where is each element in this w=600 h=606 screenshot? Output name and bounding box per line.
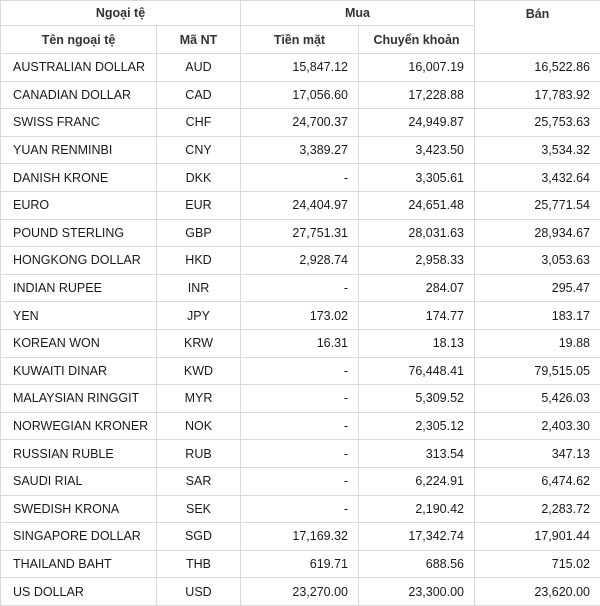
currency-code-cell: KRW	[157, 329, 241, 357]
currency-code-cell: THB	[157, 550, 241, 578]
table-row	[1, 385, 600, 413]
currency-name-cell: KOREAN WON	[1, 329, 157, 357]
transfer-buy-cell: 23,300.00	[359, 578, 475, 606]
transfer-buy-cell: 18.13	[359, 329, 475, 357]
currency-code-cell: DKK	[157, 164, 241, 192]
cash-buy-cell: 27,751.31	[241, 219, 359, 247]
table-row	[1, 302, 600, 330]
cash-buy-cell: 17,056.60	[241, 81, 359, 109]
currency-code-cell: NOK	[157, 412, 241, 440]
transfer-buy-cell: 5,309.52	[359, 385, 475, 413]
transfer-buy-cell: 2,958.33	[359, 247, 475, 275]
currency-name-cell: KUWAITI DINAR	[1, 357, 157, 385]
currency-name-cell: DANISH KRONE	[1, 164, 157, 192]
sell-rate-cell: 17,901.44	[475, 523, 600, 551]
table-row	[1, 412, 600, 440]
currency-name-cell: SAUDI RIAL	[1, 467, 157, 495]
currency-name-cell: EURO	[1, 191, 157, 219]
transfer-buy-cell: 3,423.50	[359, 136, 475, 164]
transfer-buy-cell: 2,190.42	[359, 495, 475, 523]
currency-code-cell: JPY	[157, 302, 241, 330]
table-row	[1, 274, 600, 302]
cash-buy-cell: 2,928.74	[241, 247, 359, 275]
table-row	[1, 109, 600, 137]
sell-rate-cell: 295.47	[475, 274, 600, 302]
cash-buy-cell: -	[241, 495, 359, 523]
currency-name-cell: MALAYSIAN RINGGIT	[1, 385, 157, 413]
table-row	[1, 357, 600, 385]
sell-rate-cell: 16,522.86	[475, 54, 600, 82]
currency-name-cell: YUAN RENMINBI	[1, 136, 157, 164]
sell-rate-cell: 3,432.64	[475, 164, 600, 192]
currency-code-cell: CNY	[157, 136, 241, 164]
currency-name-cell: US DOLLAR	[1, 578, 157, 606]
transfer-buy-cell: 24,651.48	[359, 191, 475, 219]
cash-buy-cell: 16.31	[241, 329, 359, 357]
currency-code-cell: RUB	[157, 440, 241, 468]
currency-code-cell: SEK	[157, 495, 241, 523]
header-group-currency: Ngoại tệ	[1, 1, 241, 26]
table-row	[1, 81, 600, 109]
transfer-buy-cell: 76,448.41	[359, 357, 475, 385]
transfer-buy-cell: 17,228.88	[359, 81, 475, 109]
currency-name-cell: SWISS FRANC	[1, 109, 157, 137]
currency-name-cell: CANADIAN DOLLAR	[1, 81, 157, 109]
header-currency-name: Tên ngoại tệ	[1, 26, 157, 54]
sell-rate-cell: 3,534.32	[475, 136, 600, 164]
currency-name-cell: POUND STERLING	[1, 219, 157, 247]
header-transfer: Chuyển khoản	[359, 26, 475, 54]
transfer-buy-cell: 16,007.19	[359, 54, 475, 82]
cash-buy-cell: 24,700.37	[241, 109, 359, 137]
currency-code-cell: GBP	[157, 219, 241, 247]
currency-code-cell: KWD	[157, 357, 241, 385]
currency-code-cell: CHF	[157, 109, 241, 137]
sell-rate-cell: 183.17	[475, 302, 600, 330]
header-currency-code: Mã NT	[157, 26, 241, 54]
cash-buy-cell: 17,169.32	[241, 523, 359, 551]
cash-buy-cell: 15,847.12	[241, 54, 359, 82]
cash-buy-cell: -	[241, 412, 359, 440]
currency-name-cell: RUSSIAN RUBLE	[1, 440, 157, 468]
currency-code-cell: INR	[157, 274, 241, 302]
currency-code-cell: USD	[157, 578, 241, 606]
table-row	[1, 54, 600, 82]
currency-name-cell: SWEDISH KRONA	[1, 495, 157, 523]
table-row	[1, 495, 600, 523]
cash-buy-cell: 24,404.97	[241, 191, 359, 219]
transfer-buy-cell: 284.07	[359, 274, 475, 302]
cash-buy-cell: 619.71	[241, 550, 359, 578]
header-sell: Bán	[475, 1, 600, 54]
sell-rate-cell: 6,474.62	[475, 467, 600, 495]
currency-name-cell: YEN	[1, 302, 157, 330]
header-cash: Tiền mặt	[241, 26, 359, 54]
sell-rate-cell: 17,783.92	[475, 81, 600, 109]
sell-rate-cell: 79,515.05	[475, 357, 600, 385]
currency-name-cell: AUSTRALIAN DOLLAR	[1, 54, 157, 82]
table-row	[1, 523, 600, 551]
sell-rate-cell: 2,283.72	[475, 495, 600, 523]
currency-code-cell: CAD	[157, 81, 241, 109]
table-row	[1, 467, 600, 495]
table-row	[1, 164, 600, 192]
table-row	[1, 440, 600, 468]
currency-code-cell: EUR	[157, 191, 241, 219]
currency-code-cell: AUD	[157, 54, 241, 82]
table-row	[1, 329, 600, 357]
sell-rate-cell: 19.88	[475, 329, 600, 357]
currency-code-cell: HKD	[157, 247, 241, 275]
sell-rate-cell: 347.13	[475, 440, 600, 468]
transfer-buy-cell: 174.77	[359, 302, 475, 330]
currency-name-cell: INDIAN RUPEE	[1, 274, 157, 302]
currency-code-cell: MYR	[157, 385, 241, 413]
table-row	[1, 219, 600, 247]
cash-buy-cell: -	[241, 357, 359, 385]
currency-code-cell: SAR	[157, 467, 241, 495]
header-group-buy: Mua	[241, 1, 475, 26]
transfer-buy-cell: 688.56	[359, 550, 475, 578]
currency-code-cell: SGD	[157, 523, 241, 551]
table-body	[1, 54, 600, 606]
currency-name-cell: NORWEGIAN KRONER	[1, 412, 157, 440]
sell-rate-cell: 25,771.54	[475, 191, 600, 219]
transfer-buy-cell: 6,224.91	[359, 467, 475, 495]
sell-rate-cell: 5,426.03	[475, 385, 600, 413]
cash-buy-cell: 173.02	[241, 302, 359, 330]
sell-rate-cell: 25,753.63	[475, 109, 600, 137]
table-row	[1, 550, 600, 578]
transfer-buy-cell: 28,031.63	[359, 219, 475, 247]
sell-rate-cell: 23,620.00	[475, 578, 600, 606]
currency-name-cell: THAILAND BAHT	[1, 550, 157, 578]
currency-name-cell: SINGAPORE DOLLAR	[1, 523, 157, 551]
table-row	[1, 578, 600, 606]
table-header	[1, 1, 600, 54]
cash-buy-cell: -	[241, 164, 359, 192]
transfer-buy-cell: 2,305.12	[359, 412, 475, 440]
transfer-buy-cell: 24,949.87	[359, 109, 475, 137]
table-row	[1, 136, 600, 164]
cash-buy-cell: 23,270.00	[241, 578, 359, 606]
sell-rate-cell: 2,403.30	[475, 412, 600, 440]
table-row	[1, 247, 600, 275]
cash-buy-cell: -	[241, 440, 359, 468]
table-row	[1, 191, 600, 219]
cash-buy-cell: -	[241, 274, 359, 302]
transfer-buy-cell: 3,305.61	[359, 164, 475, 192]
currency-name-cell: HONGKONG DOLLAR	[1, 247, 157, 275]
sell-rate-cell: 715.02	[475, 550, 600, 578]
sell-rate-cell: 3,053.63	[475, 247, 600, 275]
cash-buy-cell: -	[241, 385, 359, 413]
sell-rate-cell: 28,934.67	[475, 219, 600, 247]
cash-buy-cell: -	[241, 467, 359, 495]
transfer-buy-cell: 313.54	[359, 440, 475, 468]
transfer-buy-cell: 17,342.74	[359, 523, 475, 551]
cash-buy-cell: 3,389.27	[241, 136, 359, 164]
